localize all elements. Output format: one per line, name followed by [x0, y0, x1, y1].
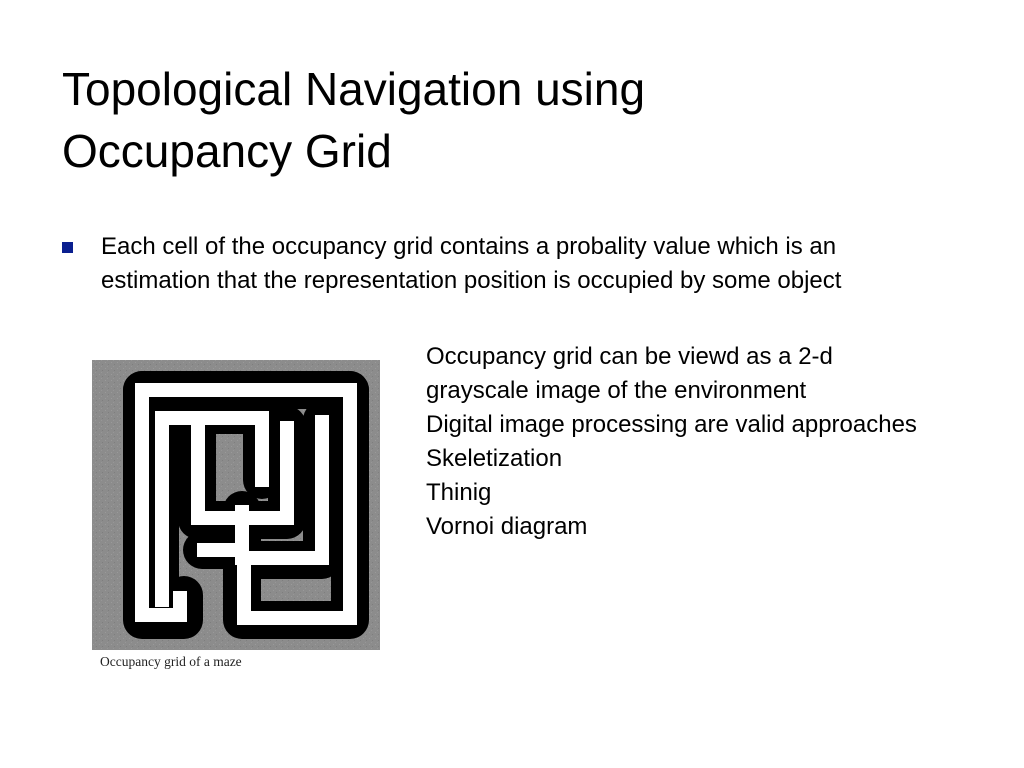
bullet-text: Each cell of the occupancy grid contains a probality value which is an estimation that the representation position is occupied by some object — [101, 233, 842, 294]
square-bullet-icon — [62, 242, 73, 253]
bullet-item — [62, 230, 952, 298]
notes-list — [426, 340, 1022, 544]
note-line-4: Skeletization — [426, 445, 563, 472]
note-line-3: Digital image processing are valid approaches — [426, 411, 917, 438]
occupancy-grid-maze-image — [92, 360, 380, 650]
note-line-6: Vornoi diagram — [426, 513, 588, 540]
slide-title-line-1: Topological Navigation using — [62, 63, 646, 115]
figure-caption: Occupancy grid of a maze — [100, 654, 242, 669]
slide-title — [62, 58, 942, 182]
note-line-2: grayscale image of the environment — [426, 377, 807, 404]
note-line-1: Occupancy grid can be viewd as a 2-d — [426, 343, 833, 370]
slide-title-line-2: Occupancy Grid — [62, 125, 392, 177]
note-line-5: Thinig — [426, 479, 492, 506]
occupancy-grid-figure — [92, 360, 382, 670]
